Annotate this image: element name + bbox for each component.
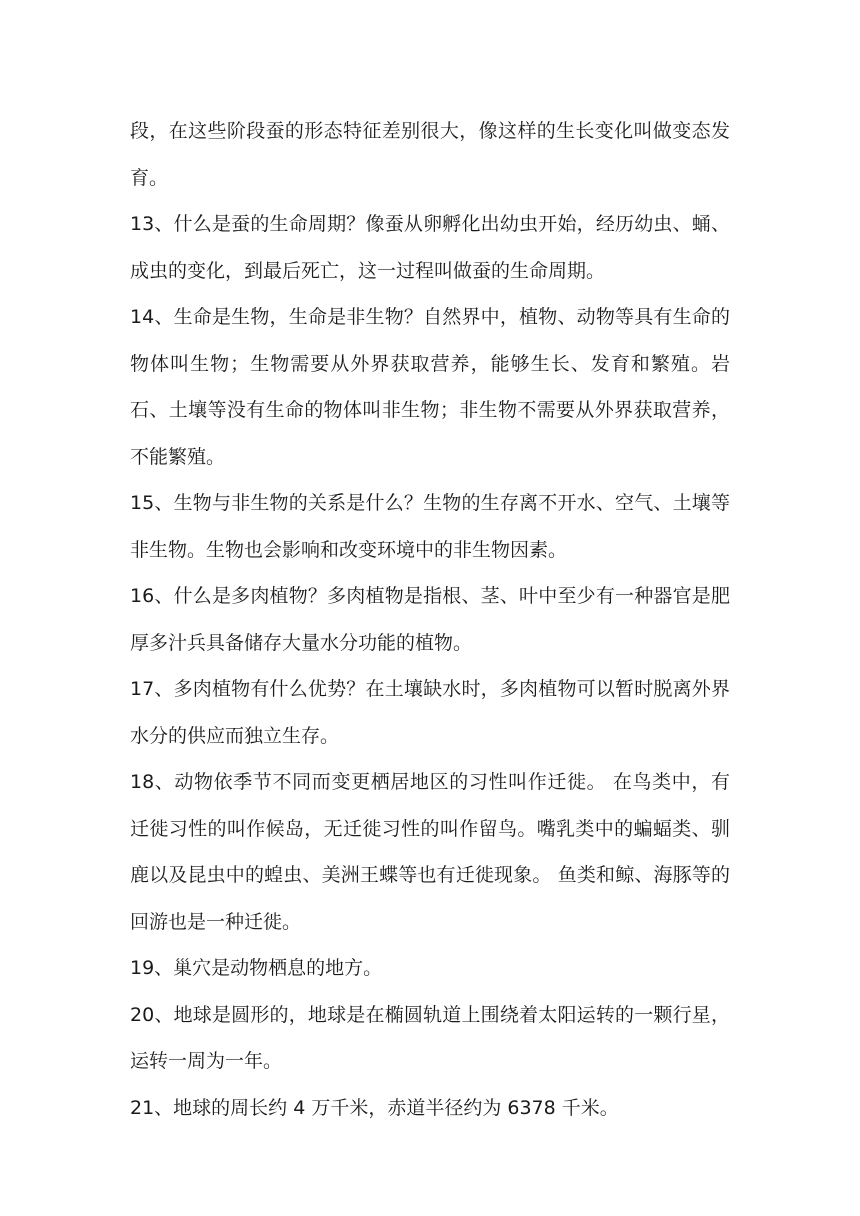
paragraph-21: 21、地球的周长约 4 万千米，赤道半径约为 6378 千米。 — [130, 1096, 619, 1119]
paragraph-16: 16、什么是多肉植物？多肉植物是指根、茎、叶中至少有一种器官是肥厚多汁兵具备储存大量水分功能的植物。 — [130, 585, 730, 654]
paragraph-14: 14、生命是生物，生命是非生物？自然界中，植物、动物等具有生命的物体叫生物；生物需要从外界获取营养，能够生长、发育和繁殖。岩石、土壤等没有生命的物体叫非生物；非生物不需要从外界获取营养，不能繁殖。 — [130, 306, 730, 468]
paragraph-20: 20、地球是圆形的，地球是在椭圆轨道上围绕着太阳运转的一颗行星，运转一周为一年。 — [130, 1003, 730, 1072]
paragraph-18: 18、动物依季节不同而变更栖居地区的习性叫作迁徙。 在鸟类中，有迁徙习性的叫作候岛，无迁徙习性的叫作留鸟。嘴乳类中的蝙蝠类、驯鹿以及昆虫中的蝗虫、美洲王蝶等也有迁徙现象。 鱼类和鲸、海豚等的回游也是一种迁徙。 — [130, 771, 730, 933]
paragraph-12-continuation: 段，在这些阶段蚕的形态特征差别很大，像这样的生长变化叫做变态发育。 — [130, 120, 730, 189]
paragraph-15: 15、生物与非生物的关系是什么？生物的生存离不开水、空气、土壤等非生物。生物也会影响和改变环境中的非生物因素。 — [130, 492, 730, 561]
paragraph-19: 19、巢穴是动物栖息的地方。 — [130, 957, 383, 979]
document-body — [130, 108, 730, 1131]
paragraph-13: 13、什么是蚕的生命周期？像蚕从卵孵化出幼虫开始，经历幼虫、蛹、成虫的变化，到最后死亡，这一过程叫做蚕的生命周期。 — [130, 213, 730, 282]
paragraph-17: 17、多肉植物有什么优势？在土壤缺水时，多肉植物可以暂时脱离外界水分的供应而独立生存。 — [130, 678, 730, 747]
